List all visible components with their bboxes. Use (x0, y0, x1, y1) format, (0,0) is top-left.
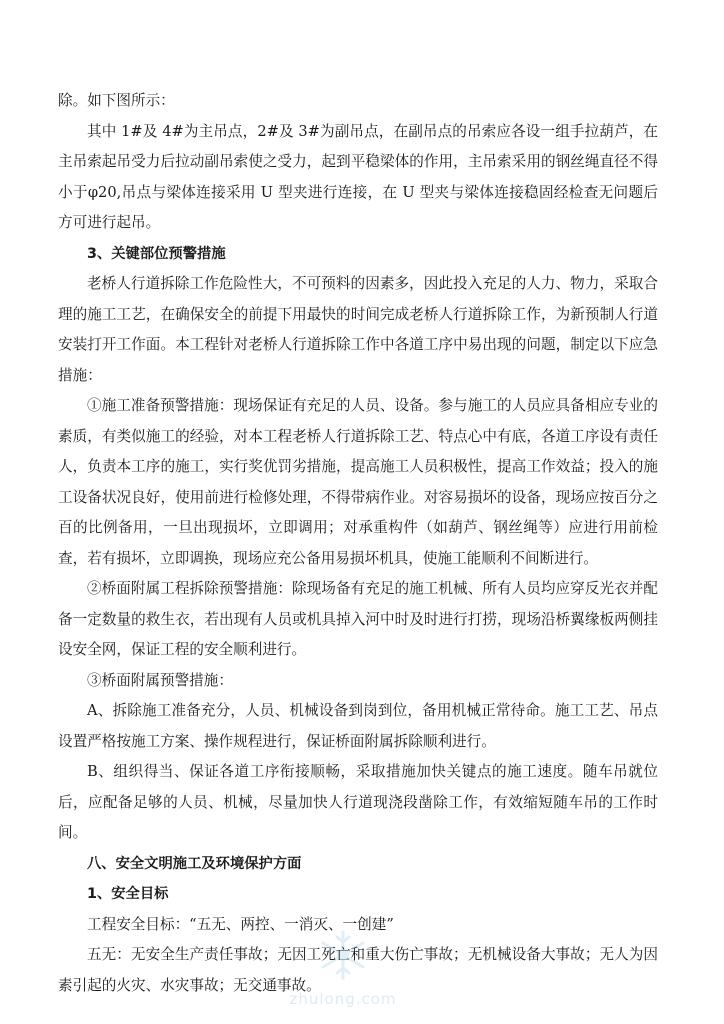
heading-safety-goal: 1、安全目标 (87, 886, 169, 902)
paragraph-preparation-measures: ①施工准备预警措施：现场保证有充足的人员、设备。参与施工的人员应具备相应专业的素质，有类似施工的经验，对本工程老桥人行道拆除工艺、特点心中有底，各道工序设有责任人，负责本工序的施工，实行奖优罚劣措施，提高施工人员积极性，提高工作效益；投入的施工设备状况良好，使用前进行检修处理，不得带病作业。对容易损坏的设备，现场应按百分之百的比例备用，一旦出现损坏，立即调用；对承重构件（如葫芦、钢丝绳等）应进行用前检查，若有损坏，立即调换，现场应充公备用易损坏机具，使施工能顺利不间断进行。 (58, 397, 658, 567)
paragraph-continuation: 除。如下图所示： (58, 92, 175, 109)
heading-key-warning-measures: 3、关键部位预警措施 (87, 245, 226, 262)
watermark-text: zhulong.com (289, 990, 397, 1008)
heading-safety-civilization: 八、安全文明施工及环境保护方面 (87, 855, 302, 872)
watermark-logo-icon (316, 928, 370, 982)
paragraph-five-nos: 五无：无安全生产责任事故；无因工死亡和重大伤亡事故；无机械设备大事故；无人为因素引起的火灾、水灾事故；无交通事故。 (58, 946, 658, 994)
paragraph-demolition-measures: ②桥面附属工程拆除预警措施：除现场备有充足的施工机械、所有人员均应穿反光衣并配备一定数量的救生衣，若出现有人员或机具掉入河中时及时进行打捞，现场沿桥翼缘板两侧挂设安全网，保证工程的安全顺利进行。 (58, 580, 658, 658)
paragraph-lifting-points: 其中 1#及 4#为主吊点，2#及 3#为副吊点，在副吊点的吊索应各设一组手拉葫芦，在主吊索起吊受力后拉动副吊索使之受力，起到平稳梁体的作用，主吊索采用的钢丝绳直径不得小于φ20,吊点与梁体连接采用 U 型夹进行连接，在 U 型夹与梁体连接稳固经检查无问题后方可进行起吊。 (58, 122, 658, 231)
paragraph-item-a: A、拆除施工准备充分，人员、机械设备到岗到位，备用机械正常待命。施工工艺、吊点设置严格按施工方案、操作规程进行，保证桥面附属拆除顺利进行。 (58, 702, 658, 750)
paragraph-item-b: B、组织得当、保证各道工序衔接顺畅，采取措施加快关键点的施工速度。随车吊就位后，应配备足够的人员、机械，尽量加快人行道现浇段凿除工作，有效缩短随车吊的工作时间。 (58, 763, 658, 841)
paragraph-safety-target: 工程安全目标：“五无、两控、一消灭、一创建” (87, 915, 394, 933)
document-body (58, 86, 658, 1001)
paragraph-ancillary-title: ③桥面附属预警措施： (87, 671, 233, 689)
paragraph-emergency-intro: 老桥人行道拆除工作危险性大，不可预料的因素多，因此投入充足的人力、物力，采取合理的施工工艺，在确保安全的前提下用最快的时间完成老桥人行道拆除工作，为新预制人行道安装打开工作面。本工程针对老桥人行道拆除工作中各道工序中易出现的问题，制定以下应急措施： (58, 275, 658, 384)
